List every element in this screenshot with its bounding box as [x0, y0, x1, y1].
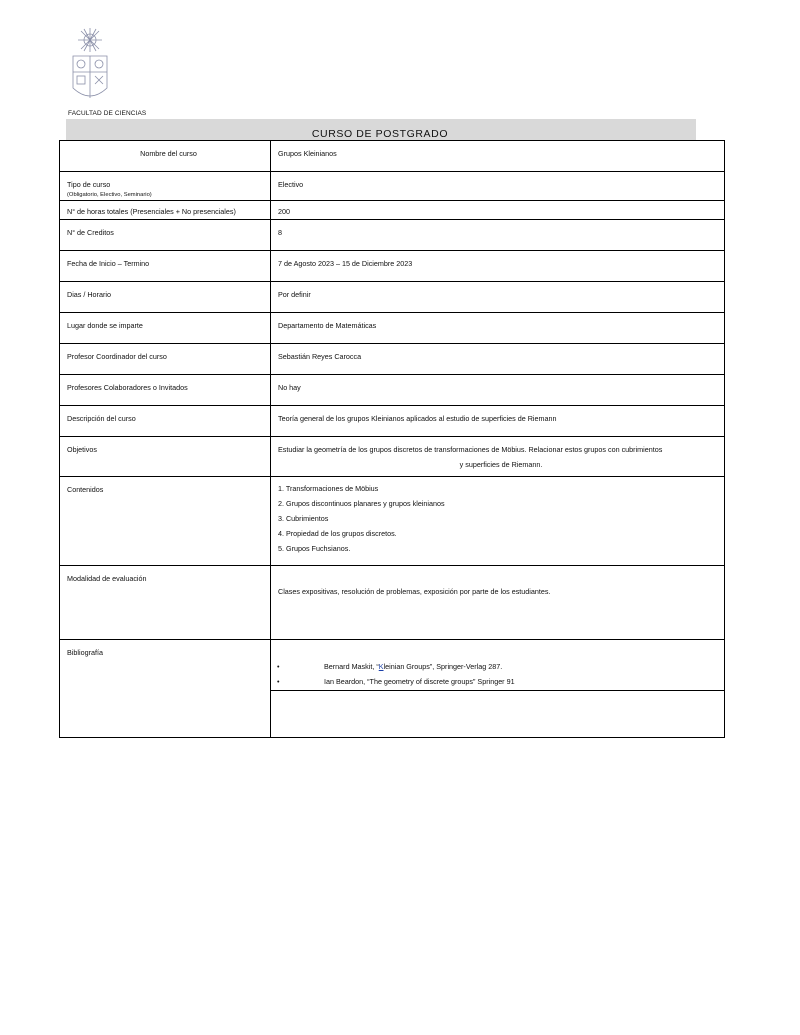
course-info-table: [59, 140, 725, 738]
schedule-value: Por definir: [278, 290, 311, 299]
bullet-icon: •: [277, 677, 280, 686]
hours-label: N° de horas totales (Presenciales + No presenciales): [67, 207, 236, 216]
type-value: Electivo: [278, 180, 304, 189]
list-item: 3. Cubrimientos: [278, 514, 329, 523]
credits-label: N° de Creditos: [67, 228, 114, 237]
objectives-line1: Estudiar la geometría de los grupos discretos de transformaciones de Möbius. Relacionar estos grupos con cubrimientos: [278, 445, 663, 454]
table-row: [60, 640, 725, 738]
faculty-name: FACULTAD DE CIENCIAS: [68, 110, 147, 117]
table-row: [60, 220, 725, 251]
table-row: [60, 282, 725, 313]
bib2-text: Ian Beardon, “The geometry of discrete groups” Springer 91: [324, 677, 515, 686]
collaborators-label: Profesores Colaboradores o Invitados: [67, 383, 188, 392]
table-row: [60, 375, 725, 406]
table-row: [60, 201, 725, 220]
table-row: [60, 172, 725, 201]
list-item: [271, 662, 724, 677]
bib1-link[interactable]: K: [378, 662, 384, 671]
description-label: Descripción del curso: [67, 414, 136, 423]
bib1-post: leinian Groups”, Springer-Verlag 287.: [383, 662, 503, 671]
hours-value: 200: [278, 207, 290, 216]
schedule-label: Dias / Horario: [67, 290, 111, 299]
evaluation-label: Modalidad de evaluación: [67, 574, 147, 583]
place-label: Lugar donde se imparte: [67, 321, 143, 330]
table-row: [60, 313, 725, 344]
table-row: [60, 566, 725, 640]
type-sublabel: (Obligatorio, Electivo, Seminario): [67, 192, 152, 198]
name-label: Nombre del curso: [140, 149, 197, 158]
table-row: [60, 477, 725, 566]
evaluation-value: Clases expositivas, resolución de problemas, exposición por parte de los estudiantes.: [278, 587, 551, 596]
objectives-label: Objetivos: [67, 445, 97, 454]
table-row: [60, 141, 725, 172]
type-label: Tipo de curso: [67, 180, 111, 189]
table-row: [60, 406, 725, 437]
table-row: [60, 437, 725, 477]
bibliography-label: Bibliografía: [67, 648, 103, 657]
credits-value: 8: [278, 228, 282, 237]
coordinator-value: Sebastián Reyes Carocca: [278, 352, 362, 361]
description-value: Teoría general de los grupos Kleinianos aplicados al estudio de superficies de Riemann: [278, 414, 557, 423]
list-item: 4. Propiedad de los grupos discretos.: [278, 529, 397, 538]
bibliography-list: [271, 640, 724, 692]
coordinator-label: Profesor Coordinador del curso: [67, 352, 167, 361]
dates-label: Fecha de Inicio – Termino: [67, 259, 150, 268]
dates-value: 7 de Agosto 2023 – 15 de Diciembre 2023: [278, 259, 413, 268]
name-value: Grupos Kleinianos: [278, 149, 337, 158]
place-value: Departamento de Matemáticas: [278, 321, 377, 330]
bullet-icon: •: [277, 662, 280, 671]
course-title: CURSO DE POSTGRADO: [311, 128, 449, 140]
contents-list: [278, 477, 724, 553]
bib1-pre: Bernard Maskit, “: [324, 662, 379, 671]
divider: [271, 690, 724, 691]
collaborators-value: No hay: [278, 383, 301, 392]
list-item: 2. Grupos discontinuos planares y grupos kleinianos: [278, 499, 445, 508]
contents-label: Contenidos: [67, 485, 104, 494]
table-row: [60, 251, 725, 282]
objectives-line2: y superficies de Riemann.: [459, 460, 543, 469]
university-seal: [68, 26, 112, 106]
list-item: 5. Grupos Fuchsianos.: [278, 544, 351, 553]
list-item: 1. Transformaciones de Möbius: [278, 484, 379, 493]
table-row: [60, 344, 725, 375]
